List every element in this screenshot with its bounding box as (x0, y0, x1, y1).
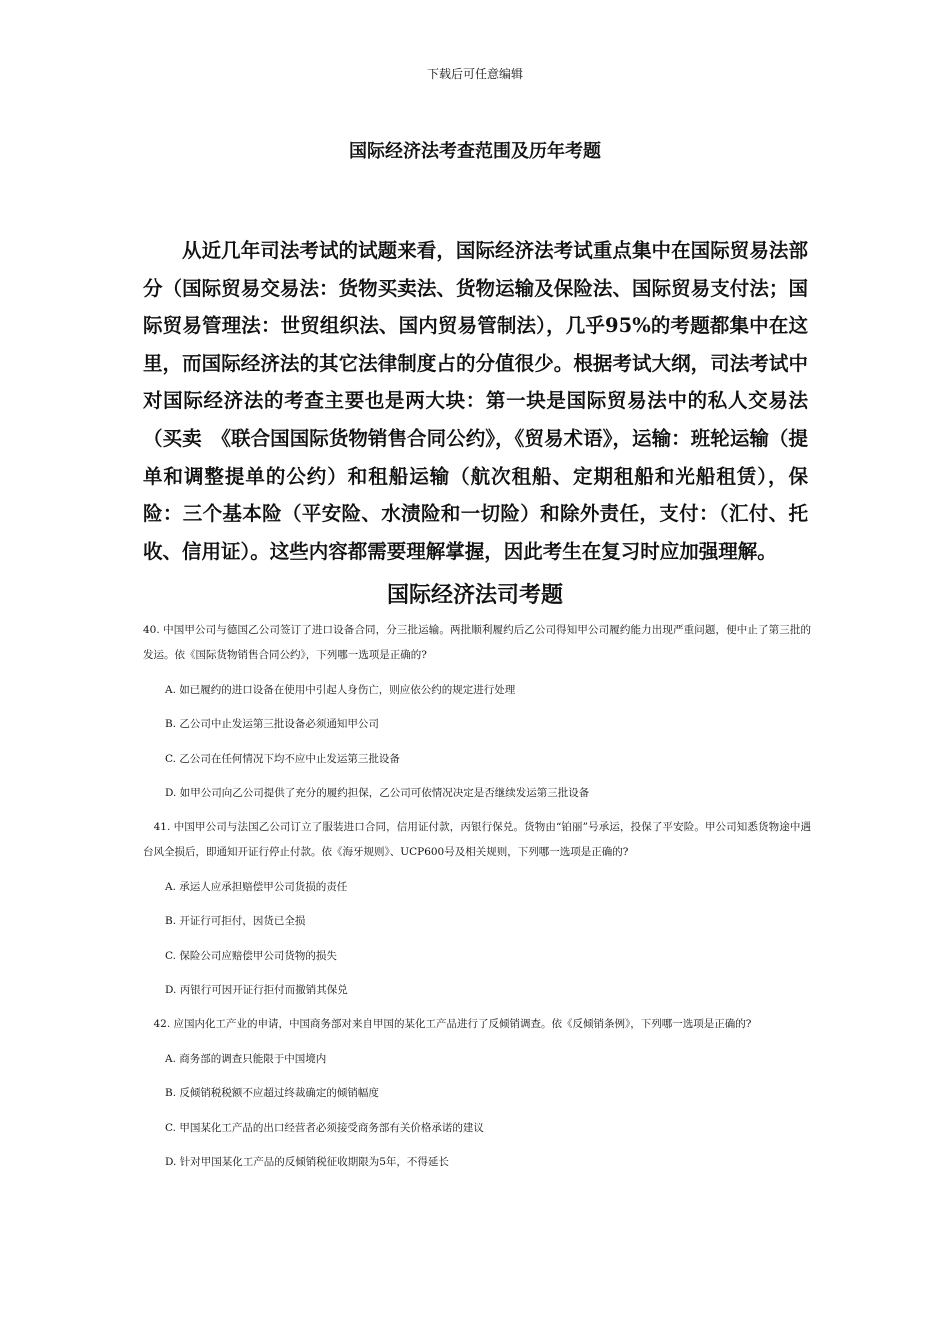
question-text: 42. 应国内化工产业的申请，中国商务部对来自甲国的某化工产品进行了反倾销调查。依《反倾销条例》，下列哪一选项是正确的? (143, 1018, 752, 1030)
question-42 (143, 1012, 811, 1037)
question-41-option-a: A. 承运人应承担赔偿甲公司货损的责任 (165, 881, 348, 893)
question-41-option-b: B. 开证行可拒付，因货已全损 (165, 915, 306, 927)
section-title: 国际经济法司考题 (386, 582, 563, 608)
header-note: 下载后可任意编辑 (426, 67, 523, 81)
question-42-option-d: D. 针对甲国某化工产品的反倾销税征收期限为5年，不得延长 (165, 1156, 449, 1168)
question-40-option-a: A. 如已履约的进口设备在使用中引起人身伤亡，则应依公约的规定进行处理 (165, 684, 516, 696)
question-42-option-a: A. 商务部的调查只能限于中国境内 (165, 1053, 327, 1065)
intro-paragraph: 从近几年司法考试的试题来看，国际经济法考试重点集中在国际贸易法部分（国际贸易交易法：货物买卖法、货物运输及保险法、国际贸易支付法；国际贸易管理法：世贸组织法、国内贸易管制法），几乎95%的考题都集中在这里，而国际经济法的其它法律制度占的分值很少。根据考试大纲，司法考试中对国际经济法的考查主要也是两大块：第一块是国际贸易法中的私人交易法（买卖 《联合国国际货物销售合同公约》，《贸易术语》，运输：班轮运输（提单和调整提单的公约）和租船运输（航次租船、定期租船和光船租赁），保险：三个基本险（平安险、水渍险和一切险）和除外责任，支付：（汇付、托收、信用证）。这些内容都需要理解掌握，因此考生在复习时应加强理解。 (143, 239, 808, 563)
question-40 (143, 618, 811, 668)
document-title: 国际经济法考查范围及历年考题 (349, 141, 601, 162)
question-42-option-c: C. 甲国某化工产品的出口经营者必须接受商务部有关价格承诺的建议 (165, 1122, 484, 1134)
question-text: 41. 中国甲公司与法国乙公司订立了服装进口合同，信用证付款，丙银行保兑。货物由“铂丽”号承运，投保了平安险。甲公司知悉货物途中遇台风全损后，即通知开证行停止付款。依《海牙规则》、UCP600号及相关规则，下列哪一选项是正确的? (143, 821, 811, 858)
question-40-option-d: D. 如甲公司向乙公司提供了充分的履约担保，乙公司可依情况决定是否继续发运第三批设备 (165, 787, 590, 799)
question-40-option-b: B. 乙公司中止发运第三批设备必须通知甲公司 (165, 718, 379, 730)
question-40-option-c: C. 乙公司在任何情况下均不应中止发运第三批设备 (165, 753, 400, 765)
question-41 (143, 815, 811, 865)
question-41-option-d: D. 丙银行可因开证行拒付而撤销其保兑 (165, 984, 348, 996)
question-42-option-b: B. 反倾销税税额不应超过终裁确定的倾销幅度 (165, 1087, 379, 1099)
question-text: 40. 中国甲公司与德国乙公司签订了进口设备合同，分三批运输。两批顺利履约后乙公司得知甲公司履约能力出现严重问题，便中止了第三批的发运。依《国际货物销售合同公约》，下列哪一选项是正确的? (143, 624, 811, 661)
question-41-option-c: C. 保险公司应赔偿甲公司货物的损失 (165, 950, 337, 962)
